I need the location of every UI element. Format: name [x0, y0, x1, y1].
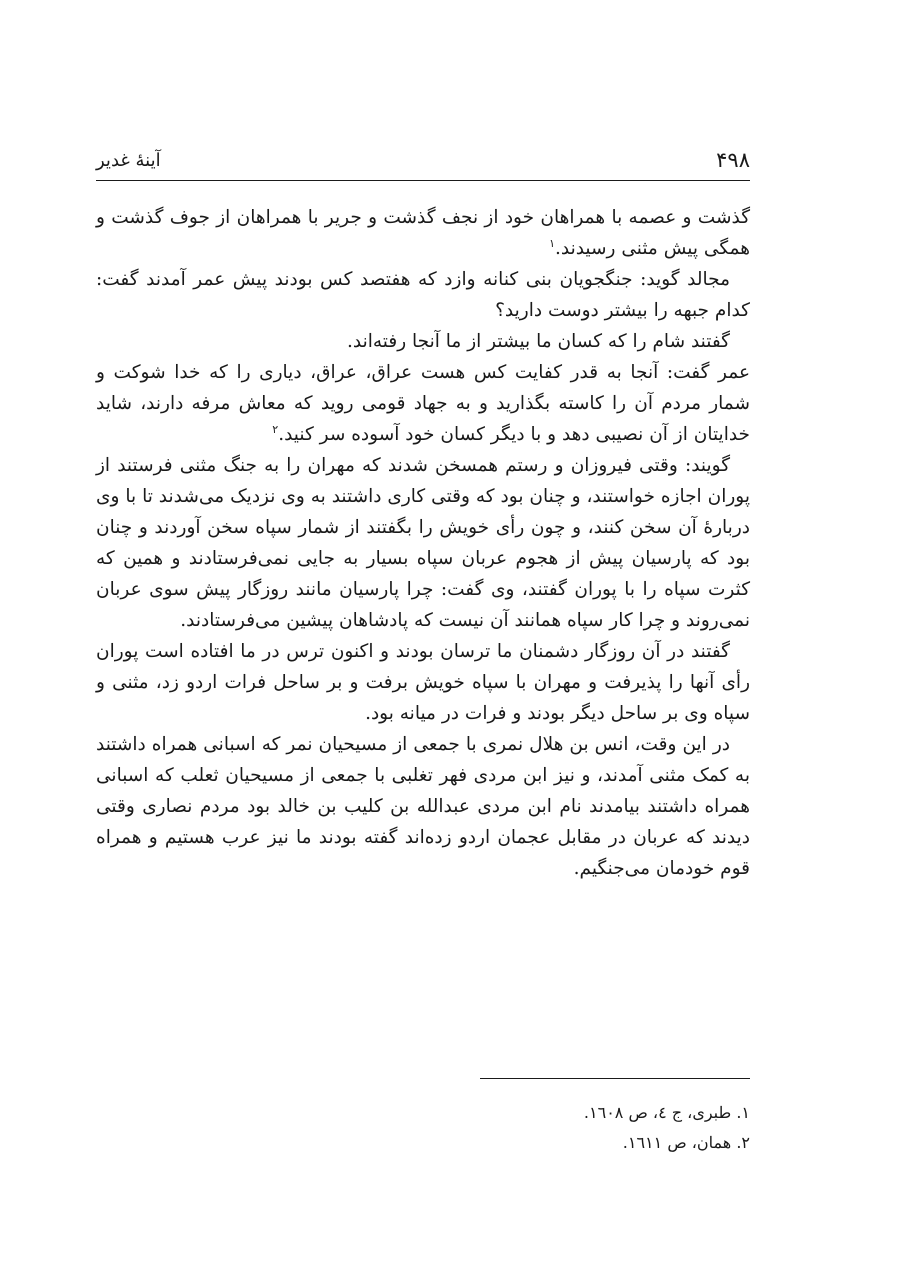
book-title: آینهٔ غدیر [96, 150, 161, 171]
paragraph [96, 450, 750, 636]
paragraph [96, 729, 750, 884]
footnote: ۲. همان، ص ۱٦۱۱. [622, 1133, 750, 1152]
body-text [96, 202, 750, 884]
document-page [96, 140, 750, 1190]
paragraph-text: گفتند در آن روزگار دشمنان ما ترسان بودند و اکنون ترس در ما افتاده است پوران رأی آنها را پذیرفت و مهران با سپاه خویش برفت و بر ساحل فرات اردو زد، مثنی و سپاه وی بر ساحل دیگر بودند و فرات در میانه بود. [96, 641, 750, 724]
paragraph [96, 636, 750, 729]
paragraph-text: مجالد گوید: جنگجویان بنی کنانه وازد که هفتصد کس بودند پیش عمر آمدند گفت: کدام جبهه را بیشتر دوست دارید؟ [96, 269, 750, 321]
paragraph-text: در این وقت، انس بن هلال نمری با جمعی از مسیحیان نمر که اسبانی همراه داشتند به کمک مثنی آمدند، و نیز ابن مردی فهر تغلبی با جمعی از مسیحیان ثعلب که اسبانی همراه داشتند بیامدند نام ابن مردی عبدالله بن کلیب بن خالد بود مردم نصاری وقتی دیدند که عربان در مقابل عجمان اردو زده‌اند گفته بودند ما نیز عرب هستیم و همراه قوم خودمان می‌جنگیم. [96, 734, 750, 879]
paragraph [96, 202, 750, 264]
paragraph-text: عمر گفت: آنجا به قدر کفایت کس هست عراق، عراق، دیاری را که خدا شوکت و شمار مردم آن را کاسته بگذارید و به جهاد قومی روید که معاش مرفه دارند، شاید خدایتان از آن نصیبی دهد و با دیگر کسان خود آسوده سر کنید. [96, 362, 750, 445]
paragraph-text: گویند: وقتی فیروزان و رستم همسخن شدند که مهران را به جنگ مثنی فرستند از پوران اجازه خواستند، و چنان بود که وقتی کاری داشتند به وی نزدیک می‌شدند تا با وی دربارهٔ آن سخن کنند، و چون رأی خویش را بگفتند از شمار سپاه سخن آوردند و چنان بود که پارسیان پیش از هجوم عربان سپاه بسیار به جایی نمی‌فرستادند و همین که کثرت سپاه را با پوران گفتند، وی گفت: چرا پارسیان مانند روزگار پیش سوی عربان نمی‌روند و چرا کار سپاه همانند آن نیست که پادشاهان پیشین می‌فرستادند. [96, 455, 750, 631]
paragraph-text: گذشت و عصمه با همراهان خود از نجف گذشت و جریر با همراهان از جوف گذشت و همگی پیش مثنی رسیدند. [96, 207, 750, 259]
paragraph-text: گفتند شام را که کسان ما بیشتر از ما آنجا رفته‌اند. [347, 331, 730, 352]
footnote: ۱. طبری، ج ٤، ص ۱٦۰۸. [583, 1103, 750, 1122]
footnote-separator [480, 1078, 750, 1079]
paragraph [96, 264, 750, 326]
footnote-ref: ۱ [549, 236, 555, 250]
footnotes [96, 1098, 750, 1158]
page-number: ۴۹۸ [716, 148, 750, 172]
paragraph [96, 326, 750, 357]
footnote-ref: ۲ [272, 422, 279, 436]
paragraph [96, 357, 750, 450]
running-header [96, 140, 750, 181]
